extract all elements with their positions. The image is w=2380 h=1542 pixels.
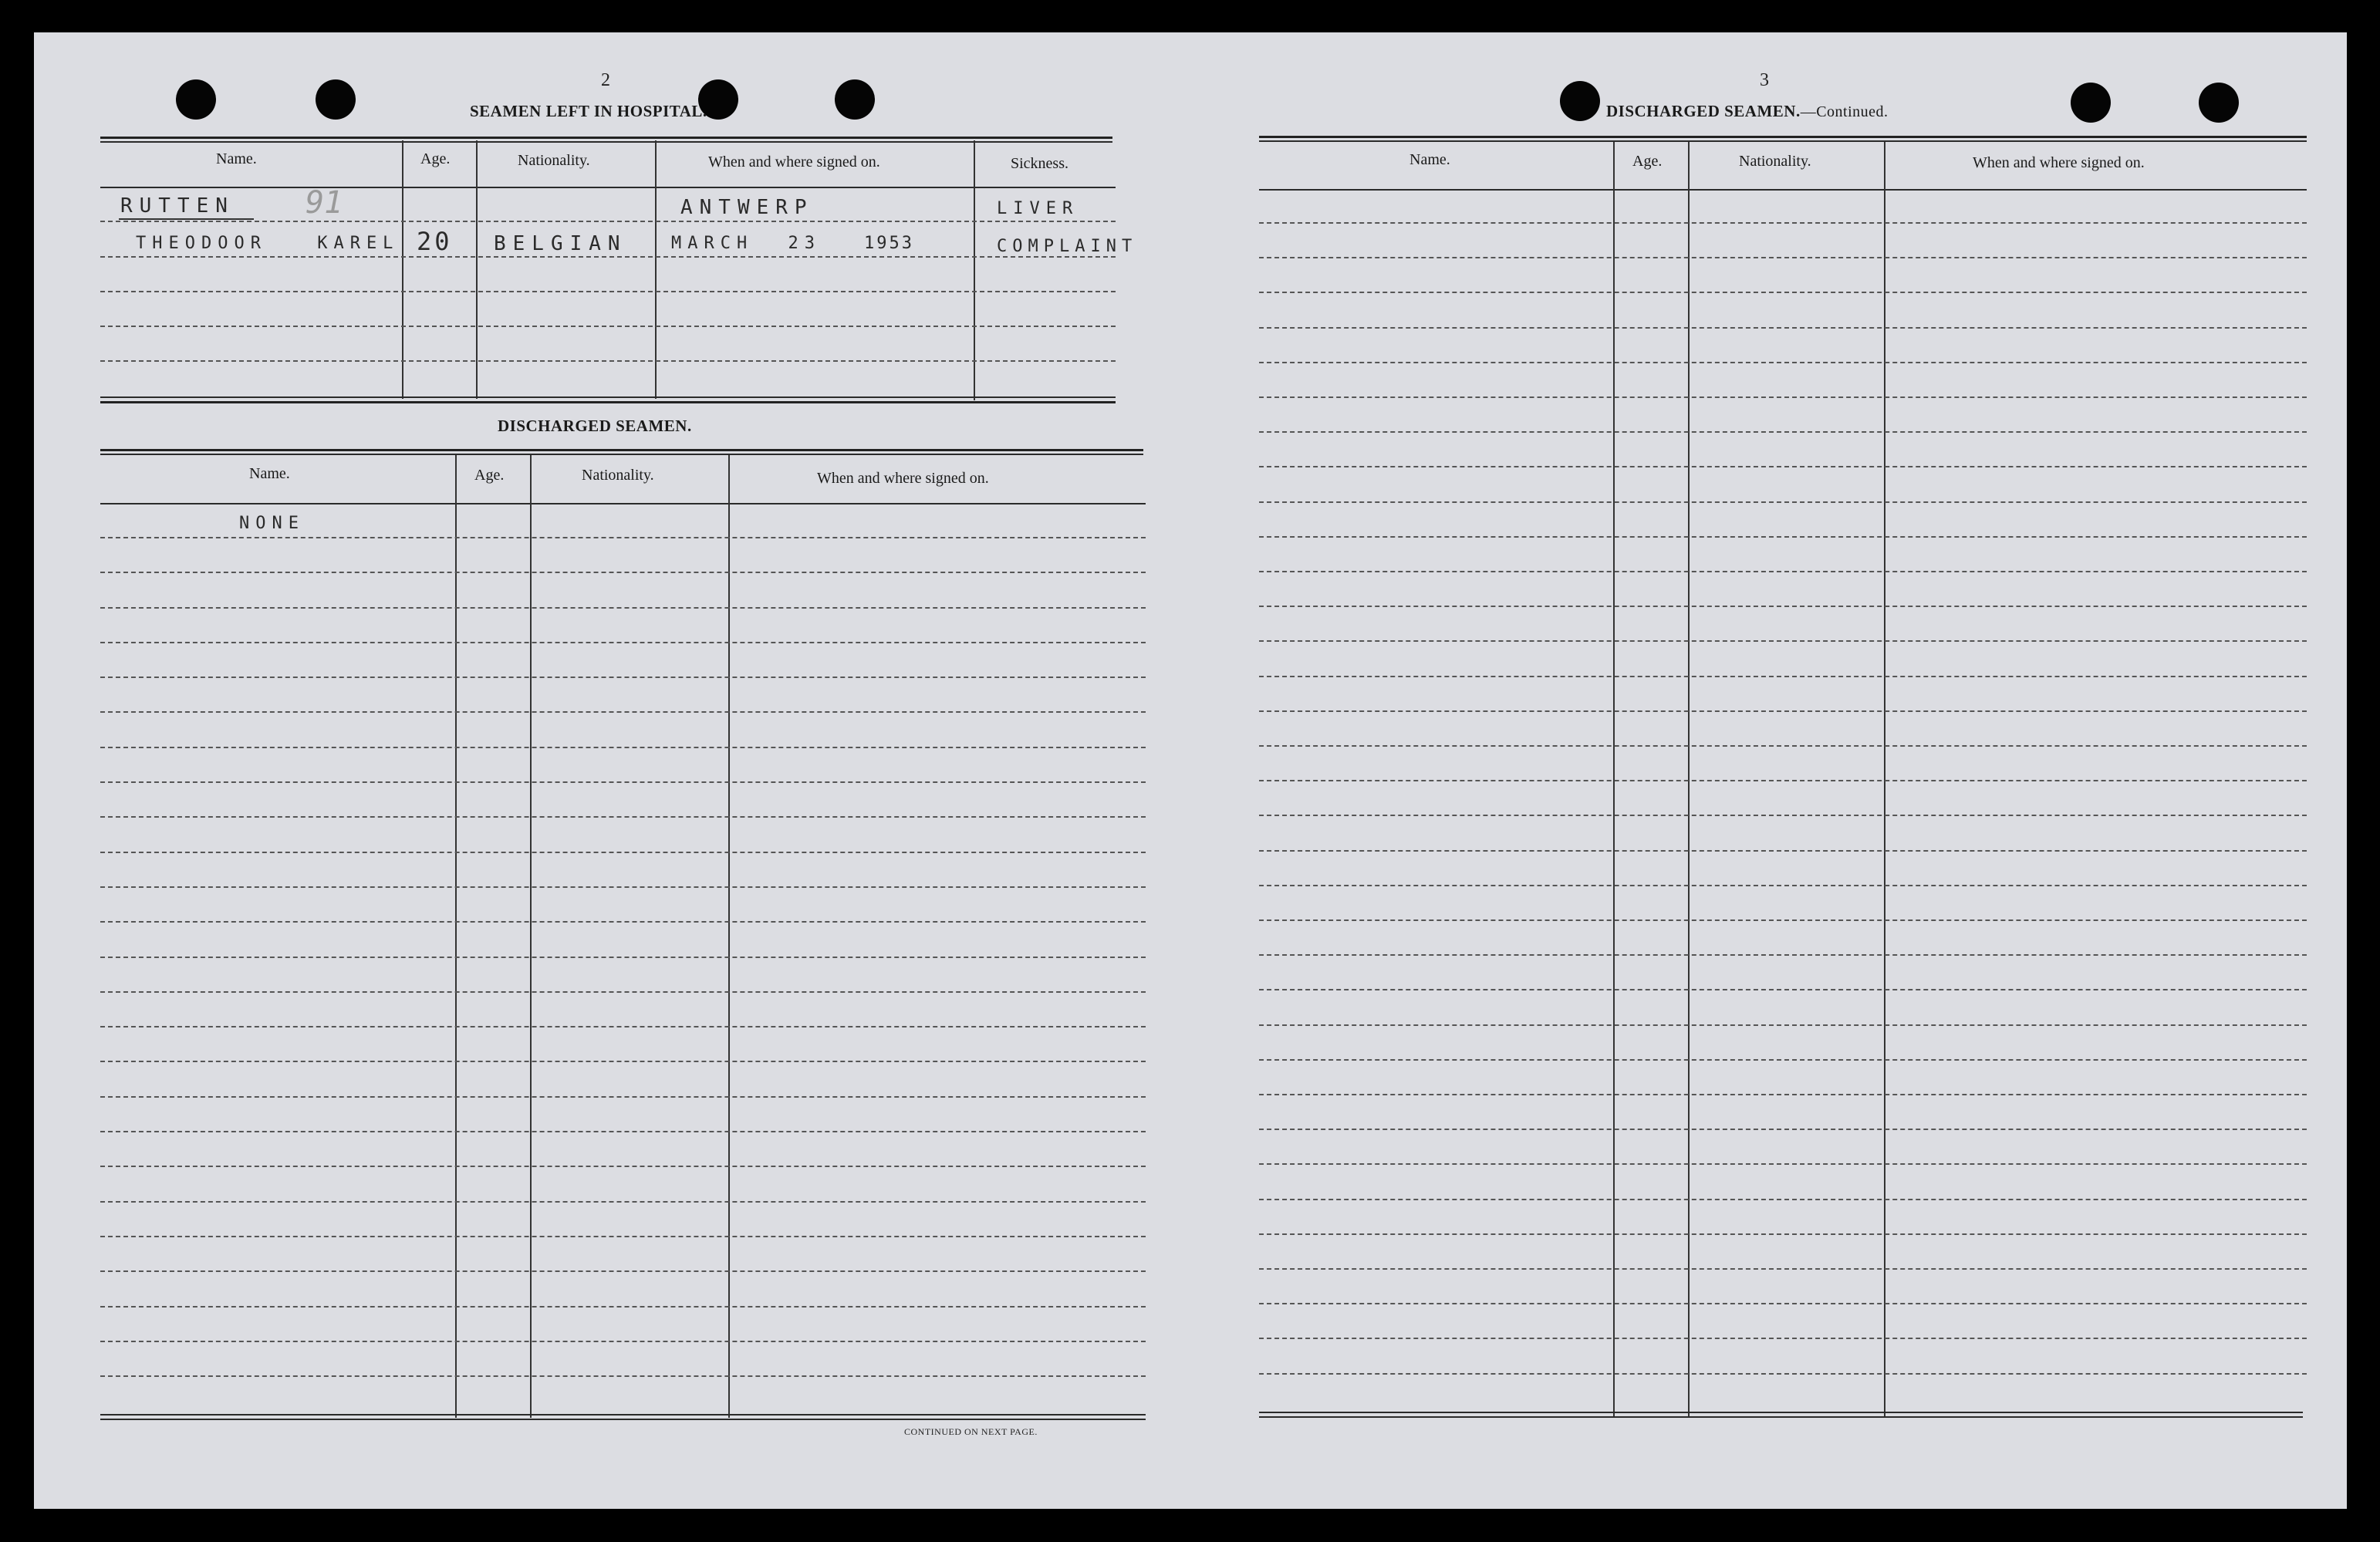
table-bottom-rule	[100, 396, 1116, 398]
header-rule	[100, 187, 1116, 188]
entry-line	[1259, 989, 2307, 990]
entry-line	[100, 1166, 1146, 1167]
entry-sickness-2: COMPLAINT	[997, 237, 1138, 256]
entry-line	[100, 1131, 1146, 1132]
table-bottom-rule	[100, 1414, 1146, 1415]
entry-line	[1259, 466, 2307, 467]
entry-line	[1259, 919, 2307, 921]
entry-line	[1259, 396, 2307, 398]
entry-line	[100, 291, 1116, 292]
column-header-age: Age.	[474, 467, 505, 484]
entry-line	[1259, 1268, 2307, 1270]
header-rule	[100, 503, 1146, 504]
header-rule	[1259, 189, 2307, 191]
entry-surname: RUTTEN	[120, 194, 235, 218]
column-header-signed-on: When and where signed on.	[817, 470, 989, 487]
punch-hole	[176, 79, 216, 120]
entry-line	[1259, 1338, 2307, 1339]
punch-hole	[316, 79, 356, 120]
entry-line	[100, 537, 1146, 538]
entry-line	[1259, 850, 2307, 852]
entry-nationality: BELGIAN	[494, 232, 627, 255]
entry-line	[100, 572, 1146, 573]
entry-line	[1259, 1199, 2307, 1200]
right-title-text: DISCHARGED SEAMEN.	[1606, 102, 1801, 120]
column-header-name: Name.	[249, 465, 290, 482]
right-title-continued: —Continued.	[1800, 103, 1889, 120]
punch-hole	[1560, 81, 1600, 121]
entry-line	[1259, 571, 2307, 572]
entry-line	[100, 1096, 1146, 1098]
entry-line	[1259, 222, 2307, 224]
entry-line	[100, 1270, 1146, 1272]
entry-line	[1259, 431, 2307, 433]
entry-line	[100, 957, 1146, 958]
entry-line	[1259, 362, 2307, 363]
entry-line	[1259, 1163, 2307, 1165]
table-top-rule	[100, 454, 1143, 455]
table-top-rule	[100, 141, 1112, 143]
column-divider	[455, 455, 457, 1418]
entry-year: 1953	[864, 234, 914, 253]
table-bottom-rule	[1259, 1416, 2303, 1418]
entry-line	[100, 816, 1146, 818]
page-number-left: 2	[601, 70, 610, 90]
discharged-section-title: DISCHARGED SEAMEN.	[498, 417, 692, 435]
entry-line	[1259, 1094, 2307, 1095]
table-top-rule	[1259, 136, 2307, 138]
entry-line	[1259, 954, 2307, 956]
column-divider	[728, 455, 730, 1418]
entry-line	[100, 677, 1146, 678]
entry-line	[1259, 292, 2307, 293]
entry-line	[100, 1375, 1146, 1377]
entry-line	[100, 1306, 1146, 1307]
column-header-nationality: Nationality.	[518, 152, 590, 169]
entry-line	[100, 1201, 1146, 1203]
entry-line	[1259, 676, 2307, 677]
table-top-rule	[100, 137, 1112, 139]
right-section-title	[1606, 102, 1889, 121]
entry-line	[100, 781, 1146, 783]
entry-line	[1259, 640, 2307, 642]
entry-line	[1259, 1059, 2307, 1061]
entry-line	[1259, 327, 2307, 329]
entry-line	[100, 607, 1146, 609]
entry-line	[100, 991, 1146, 993]
entry-line	[100, 1061, 1146, 1062]
table-bottom-rule	[100, 1419, 1146, 1420]
entry-line	[100, 747, 1146, 748]
column-header-age: Age.	[420, 150, 451, 167]
hospital-section-title: SEAMEN LEFT IN HOSPITAL.	[470, 102, 707, 120]
column-header-name: Name.	[216, 150, 257, 167]
table-top-rule	[100, 449, 1143, 451]
entry-given-names: THEODOOR KAREL	[136, 234, 400, 253]
entry-date: MARCH 23	[671, 234, 821, 253]
entry-line	[100, 1341, 1146, 1342]
entry-line	[1259, 815, 2307, 816]
manifest-sheet	[34, 32, 2347, 1509]
entry-age: 20	[417, 227, 453, 256]
entry-line	[1259, 780, 2307, 781]
entry-line	[100, 1236, 1146, 1237]
entry-surname-underline	[119, 218, 254, 220]
column-header-nationality: Nationality.	[582, 467, 654, 484]
entry-line	[1259, 501, 2307, 503]
column-divider	[530, 455, 532, 1418]
entry-line	[1259, 1303, 2307, 1304]
page-number-right: 3	[1760, 70, 1769, 90]
punch-hole	[835, 79, 875, 120]
table-top-rule	[1259, 140, 2307, 142]
entry-line	[1259, 1233, 2307, 1235]
entry-line	[100, 1026, 1146, 1027]
entry-line	[100, 642, 1146, 643]
entry-line	[1259, 745, 2307, 747]
column-header-nationality: Nationality.	[1739, 153, 1811, 170]
entry-place: ANTWERP	[680, 196, 814, 219]
column-header-age: Age.	[1632, 153, 1663, 170]
column-header-signed-on: When and where signed on.	[708, 154, 880, 170]
column-header-name: Name.	[1409, 151, 1450, 168]
entry-line	[1259, 606, 2307, 607]
entry-line	[100, 256, 1116, 258]
table-bottom-rule	[1259, 1412, 2303, 1413]
entry-mark: 91	[306, 185, 343, 221]
entry-sickness-1: LIVER	[997, 199, 1079, 218]
entry-line	[1259, 710, 2307, 712]
continued-note: CONTINUED ON NEXT PAGE.	[904, 1426, 1038, 1437]
column-header-signed-on: When and where signed on.	[1973, 154, 2145, 171]
entry-line	[100, 886, 1146, 888]
column-header-sickness: Sickness.	[1011, 155, 1068, 172]
entry-line	[1259, 885, 2307, 886]
entry-line	[100, 852, 1146, 853]
punch-hole	[2199, 83, 2239, 123]
entry-line	[100, 326, 1116, 327]
entry-line	[100, 711, 1146, 713]
entry-line	[100, 360, 1116, 362]
entry-line	[1259, 1129, 2307, 1130]
entry-line	[100, 221, 1116, 222]
entry-line	[1259, 1024, 2307, 1026]
entry-line	[1259, 536, 2307, 538]
entry-line	[1259, 257, 2307, 258]
punch-hole	[2071, 83, 2111, 123]
entry-line	[100, 921, 1146, 923]
table-bottom-rule	[100, 401, 1116, 403]
discharged-entry-name: NONE	[239, 514, 305, 533]
entry-line	[1259, 1373, 2307, 1375]
